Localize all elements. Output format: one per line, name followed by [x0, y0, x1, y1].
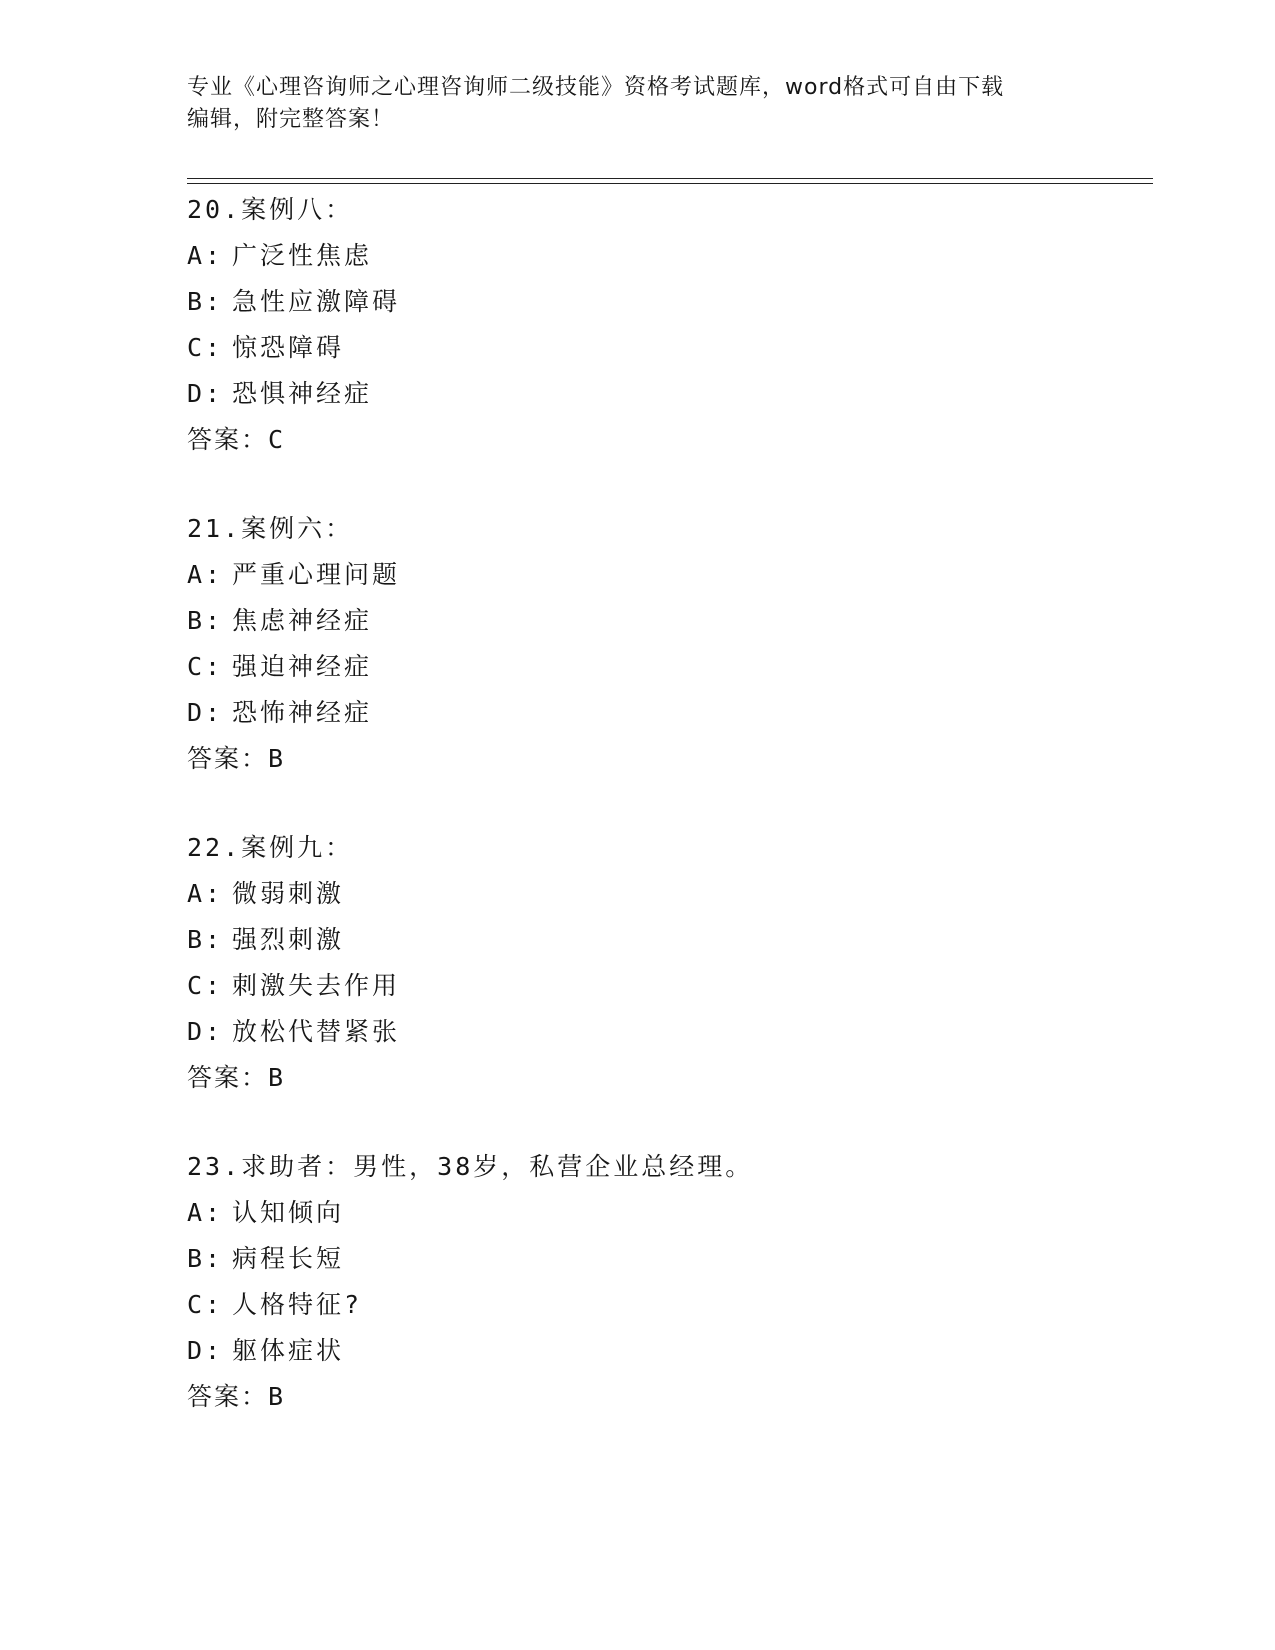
option-label: A: [187, 241, 224, 270]
option-text: 惊恐障碍 [232, 333, 345, 362]
answer-value: B [268, 1382, 286, 1411]
option-text: 刺激失去作用 [232, 971, 401, 1000]
answer-value: B [268, 1063, 286, 1092]
option-text: 放松代替紧张 [232, 1017, 401, 1046]
option-text: 恐怖神经症 [232, 698, 373, 727]
question-block [187, 506, 1147, 782]
header-divider-bottom [187, 183, 1153, 184]
answer-label: 答案： [187, 425, 269, 454]
option-text: 焦虑神经症 [232, 606, 373, 635]
question-stem: 20.案例八： [187, 195, 354, 224]
option-label: C: [187, 652, 224, 681]
option-text: 广泛性焦虑 [232, 241, 373, 270]
option-text: 微弱刺激 [232, 879, 345, 908]
answer-line [187, 1055, 1147, 1101]
option-a [187, 552, 1147, 598]
option-a [187, 1190, 1147, 1236]
option-text: 人格特征? [232, 1290, 363, 1319]
header-divider-top [187, 178, 1153, 179]
option-label: C: [187, 971, 224, 1000]
option-label: B: [187, 287, 224, 316]
question-block [187, 187, 1147, 463]
option-label: B: [187, 606, 224, 635]
option-d [187, 1328, 1147, 1374]
option-label: A: [187, 560, 224, 589]
answer-line [187, 736, 1147, 782]
option-label: A: [187, 1198, 224, 1227]
question-stem: 22.案例九： [187, 833, 354, 862]
option-d [187, 1009, 1147, 1055]
option-label: D: [187, 698, 224, 727]
option-c [187, 644, 1147, 690]
option-c [187, 963, 1147, 1009]
option-label: B: [187, 925, 224, 954]
question-block [187, 825, 1147, 1101]
option-a [187, 871, 1147, 917]
header-line-1: 专业《心理咨询师之心理咨询师二级技能》资格考试题库，word格式可自由下载 [187, 75, 1005, 100]
option-b [187, 917, 1147, 963]
answer-value: C [268, 425, 286, 454]
option-text: 认知倾向 [232, 1198, 345, 1227]
document-header [187, 72, 1087, 136]
option-label: D: [187, 1336, 224, 1365]
option-b [187, 598, 1147, 644]
option-text: 急性应激障碍 [232, 287, 401, 316]
option-c [187, 325, 1147, 371]
option-label: C: [187, 333, 224, 362]
header-line-2: 编辑，附完整答案！ [187, 107, 395, 132]
option-a [187, 233, 1147, 279]
option-b [187, 1236, 1147, 1282]
option-label: C: [187, 1290, 224, 1319]
option-d [187, 371, 1147, 417]
option-text: 病程长短 [232, 1244, 345, 1273]
answer-line [187, 417, 1147, 463]
option-text: 恐惧神经症 [232, 379, 373, 408]
answer-label: 答案： [187, 744, 269, 773]
question-stem: 21.案例六： [187, 514, 354, 543]
option-label: D: [187, 1017, 224, 1046]
question-stem: 23.求助者：男性，38岁，私营企业总经理。 [187, 1152, 754, 1181]
option-label: B: [187, 1244, 224, 1273]
question-block [187, 1144, 1147, 1420]
answer-label: 答案： [187, 1382, 269, 1411]
answer-value: B [268, 744, 286, 773]
option-text: 强迫神经症 [232, 652, 373, 681]
answer-line [187, 1374, 1147, 1420]
answer-label: 答案： [187, 1063, 269, 1092]
option-text: 强烈刺激 [232, 925, 345, 954]
option-d [187, 690, 1147, 736]
option-text: 躯体症状 [232, 1336, 345, 1365]
option-c [187, 1282, 1147, 1328]
option-label: D: [187, 379, 224, 408]
option-b [187, 279, 1147, 325]
option-text: 严重心理问题 [232, 560, 401, 589]
option-label: A: [187, 879, 224, 908]
